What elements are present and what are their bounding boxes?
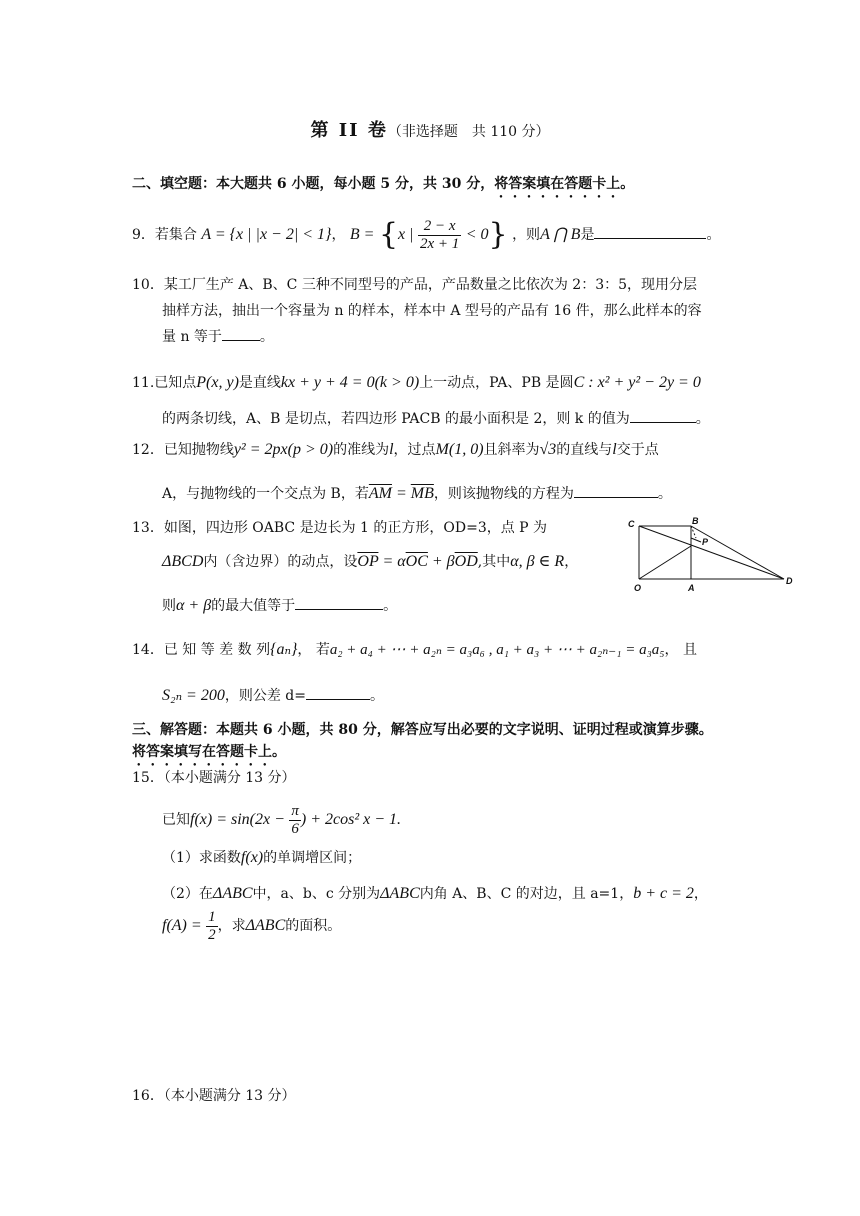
- q15-fraction: [289, 803, 301, 838]
- q15-frac-den: 6: [291, 820, 299, 837]
- q13-math1: ΔBCD: [162, 553, 204, 570]
- q15-math-end: ) + 2cos² x − 1.: [300, 811, 402, 828]
- q15-statement: [162, 800, 401, 840]
- q11-end: 。: [695, 411, 710, 427]
- q14-text4: ，则公差 d=: [224, 688, 306, 704]
- q12-answer-blank[interactable]: [574, 483, 658, 498]
- q11-math1: P(x, y): [196, 374, 239, 391]
- q15-frac-num: π: [291, 802, 299, 819]
- q14-line2-wrap: [162, 684, 384, 708]
- q15-part2-frac-num: 1: [208, 908, 216, 925]
- q12-line2-end: ，则该抛物线的方程为: [433, 486, 574, 502]
- q9-comma: ，: [331, 227, 346, 243]
- question-10: [132, 272, 697, 298]
- q15-part2-text4: ，: [693, 886, 708, 902]
- figure-label-c: C: [628, 519, 635, 529]
- question-13: [132, 516, 547, 540]
- q13-line3-end: 的最大值等于: [211, 598, 296, 614]
- q13-line2-wrap: [162, 550, 578, 574]
- q14-answer-blank[interactable]: [306, 685, 370, 700]
- q11-math3: C : x² + y² − 2y = 0: [573, 374, 701, 391]
- q9-set-a: A = {x | |x − 2| < 1}: [201, 226, 332, 243]
- q9-text-end: 是: [580, 227, 595, 243]
- q12-text5: 的直线与: [556, 442, 613, 458]
- q11-text2: 是直线: [238, 375, 281, 391]
- q15-part1-math: f(x): [240, 849, 264, 866]
- q16-points: （本小题满分 13 分）: [163, 1088, 296, 1104]
- figure-label-a: A: [688, 583, 695, 593]
- q15-part1-end: 的单调增区间；: [263, 850, 362, 866]
- q13-math3: α, β ∈ R: [510, 553, 565, 570]
- section3-emphasis: 将答案填写在答题卡上: [132, 744, 272, 760]
- q9-brace-close: }: [488, 217, 508, 252]
- q15-part2-frac-den: 2: [208, 926, 216, 943]
- q15-part2-text3: 内角 A、B、C 的对边，且 a=1，: [419, 886, 634, 902]
- section3-heading: 三、解答题：本题共 6 小题，共 80 分，解答应写出必要的文字说明、证明过程或演算步骤。: [132, 722, 713, 738]
- q9-x-bar: x |: [398, 226, 414, 243]
- q10-line3-wrap: [162, 324, 274, 350]
- q10-line1: 某工厂生产 A、B、C 三种不同型号的产品，产品数量之比依次为 2：3：5，现用分层: [163, 277, 698, 293]
- q10-end: 。: [259, 329, 274, 345]
- page-title: [0, 116, 860, 142]
- q14-number: 14．: [132, 642, 164, 658]
- q12-line2-start: A，与抛物线的一个交点为 B，若: [162, 486, 369, 502]
- q12-text2: 的准线为: [333, 442, 390, 458]
- q13-answer-blank[interactable]: [295, 595, 383, 610]
- q12-math2: l: [389, 441, 394, 458]
- question-15: [132, 768, 296, 788]
- q12-math5: l: [612, 441, 617, 458]
- q12-vector-am: $\overline{AM}$: [368, 485, 392, 502]
- q9-frac-num: 2 − x: [418, 218, 461, 236]
- q15-part2-end: 的面积。: [285, 918, 342, 934]
- q14-text1: 已 知 等 差 数 列: [163, 642, 271, 658]
- q15-part2: [162, 882, 708, 906]
- q13-end: 。: [383, 598, 398, 614]
- q15-number: 15．: [132, 770, 164, 786]
- q16-number: 16．: [132, 1088, 164, 1104]
- figure-label-o: O: [634, 583, 642, 593]
- q11-text1: 已知点: [154, 375, 197, 391]
- q11-number: 11.: [132, 375, 155, 391]
- q11-line2: 的两条切线，A、B 是切点，若四边形 PACB 的最小面积是 2，则 k 的值为: [162, 411, 630, 427]
- q10-answer-blank[interactable]: [222, 326, 260, 341]
- q14-math3: S₂ₙ = 200: [162, 687, 225, 704]
- q9-text: 若集合: [154, 227, 197, 243]
- q9-text-mid: ，则: [512, 227, 541, 243]
- q15-part2-math3: b + c = 2: [633, 885, 694, 902]
- q15-part2-math1: ΔABC: [212, 885, 253, 902]
- q12-math3: M(1, 0): [435, 441, 484, 458]
- q11-line2-wrap: [162, 408, 710, 430]
- q12-math4: √3: [539, 441, 557, 458]
- q15-part2-line2: [162, 906, 341, 946]
- q11-text3: 上一动点，PA、PB 是圆: [419, 375, 574, 391]
- q12-vector-mb: $\overline{MB}$: [410, 485, 434, 502]
- q13-text2: 内（含边界）的动点，设: [203, 554, 358, 570]
- q13-text3: ,其中: [477, 554, 511, 570]
- q15-points: （本小题满分 13 分）: [163, 770, 296, 786]
- q9-answer-blank[interactable]: [594, 224, 706, 239]
- q12-end: 。: [657, 486, 672, 502]
- figure-label-p: P: [702, 537, 709, 547]
- question-12: [132, 438, 659, 462]
- q12-text1: 已知抛物线: [163, 442, 234, 458]
- q12-text3: ，过点: [393, 442, 436, 458]
- q12-math1: y² = 2px(p > 0): [233, 441, 334, 458]
- q13-text4: ，: [564, 554, 579, 570]
- question-14: [132, 638, 697, 662]
- section2-end: 。: [620, 176, 635, 192]
- q13-math2: $\overline{OP} = \alpha\overline{OC} + \beta\overline{OD}$: [357, 553, 478, 570]
- section2-heading-text: 二、填空题：本大题共 6 小题，每小题 5 分，共 30 分，: [132, 176, 495, 192]
- q15-math-start: f(x) = sin(2x −: [190, 811, 285, 828]
- q14-text2: ， 若: [297, 642, 330, 658]
- q15-text1: 已知: [162, 812, 190, 828]
- q15-part2-fa: f(A) =: [162, 917, 202, 934]
- figure-label-b: B: [692, 516, 699, 526]
- q14-text3: ， 且: [664, 642, 697, 658]
- q13-line3-start: 则: [162, 598, 176, 614]
- q10-line2: 抽样方法，抽出一个容量为 n 的样本，样本中 A 型号的产品有 16 件，那么此样本的容: [162, 303, 702, 319]
- title-main: 第 II 卷: [310, 120, 388, 141]
- q15-part2-math4: ΔABC: [245, 917, 286, 934]
- q15-part2-math2: ΔABC: [380, 885, 420, 902]
- q15-part2-text2: 中，a、b、c 分别为: [252, 886, 381, 902]
- q11-math2: kx + y + 4 = 0(k > 0): [280, 374, 420, 391]
- q14-math1: {aₙ}: [270, 641, 298, 658]
- q13-figure: [626, 516, 810, 596]
- q9-set-b-end: < 0: [465, 226, 489, 243]
- q9-brace-open: {: [378, 217, 399, 252]
- q9-expr: A ⋂ B: [540, 226, 581, 243]
- q12-equals: =: [391, 485, 411, 502]
- q14-end: 。: [370, 688, 384, 704]
- q12-number: 12．: [132, 442, 164, 458]
- question-9: [132, 215, 720, 255]
- q9-number: 9．: [132, 227, 155, 243]
- figure-label-d: D: [786, 576, 793, 586]
- q12-line2-wrap: [162, 482, 672, 506]
- q15-part1-start: （1）求函数: [162, 850, 241, 866]
- q11-answer-blank[interactable]: [630, 408, 696, 423]
- q15-part1: [162, 846, 361, 870]
- q14-math2: a₂ + a₄ + ⋯ + a₂ₙ = a₃a₆ , a₁ + a₃ + ⋯ + a₂ₙ₋₁ = a₃a₅: [329, 642, 665, 658]
- q9-end: 。: [706, 227, 721, 243]
- q12-text6: 交于点: [616, 442, 659, 458]
- section3-end: 。: [272, 744, 286, 760]
- q10-number: 10．: [132, 277, 164, 293]
- q9-frac-den: 2x + 1: [419, 235, 460, 252]
- q15-part2-text5: ，求: [217, 918, 246, 934]
- section2-emphasis: 将答案填在答题卡上: [494, 176, 621, 192]
- q15-part2-start: （2）在: [162, 886, 213, 902]
- q9-fraction: [418, 218, 461, 253]
- question-11: [132, 372, 701, 394]
- q13-line3-wrap: [162, 594, 397, 618]
- title-subtitle: （非选择题 共 110 分）: [387, 124, 550, 140]
- q13-math4: α + β: [176, 597, 212, 614]
- q13-number: 13．: [132, 520, 164, 536]
- q13-line1: 如图，四边形 OABC 是边长为 1 的正方形，OD=3，点 P 为: [163, 520, 548, 536]
- question-16: [132, 1086, 296, 1106]
- q12-text4: 且斜率为: [483, 442, 540, 458]
- section2-heading: [132, 174, 634, 201]
- q15-part2-fraction: [206, 909, 218, 944]
- section3-emphasis-wrap: [132, 742, 286, 769]
- q10-line3: 量 n 等于: [162, 329, 222, 345]
- q9-set-b-start: B =: [349, 226, 375, 243]
